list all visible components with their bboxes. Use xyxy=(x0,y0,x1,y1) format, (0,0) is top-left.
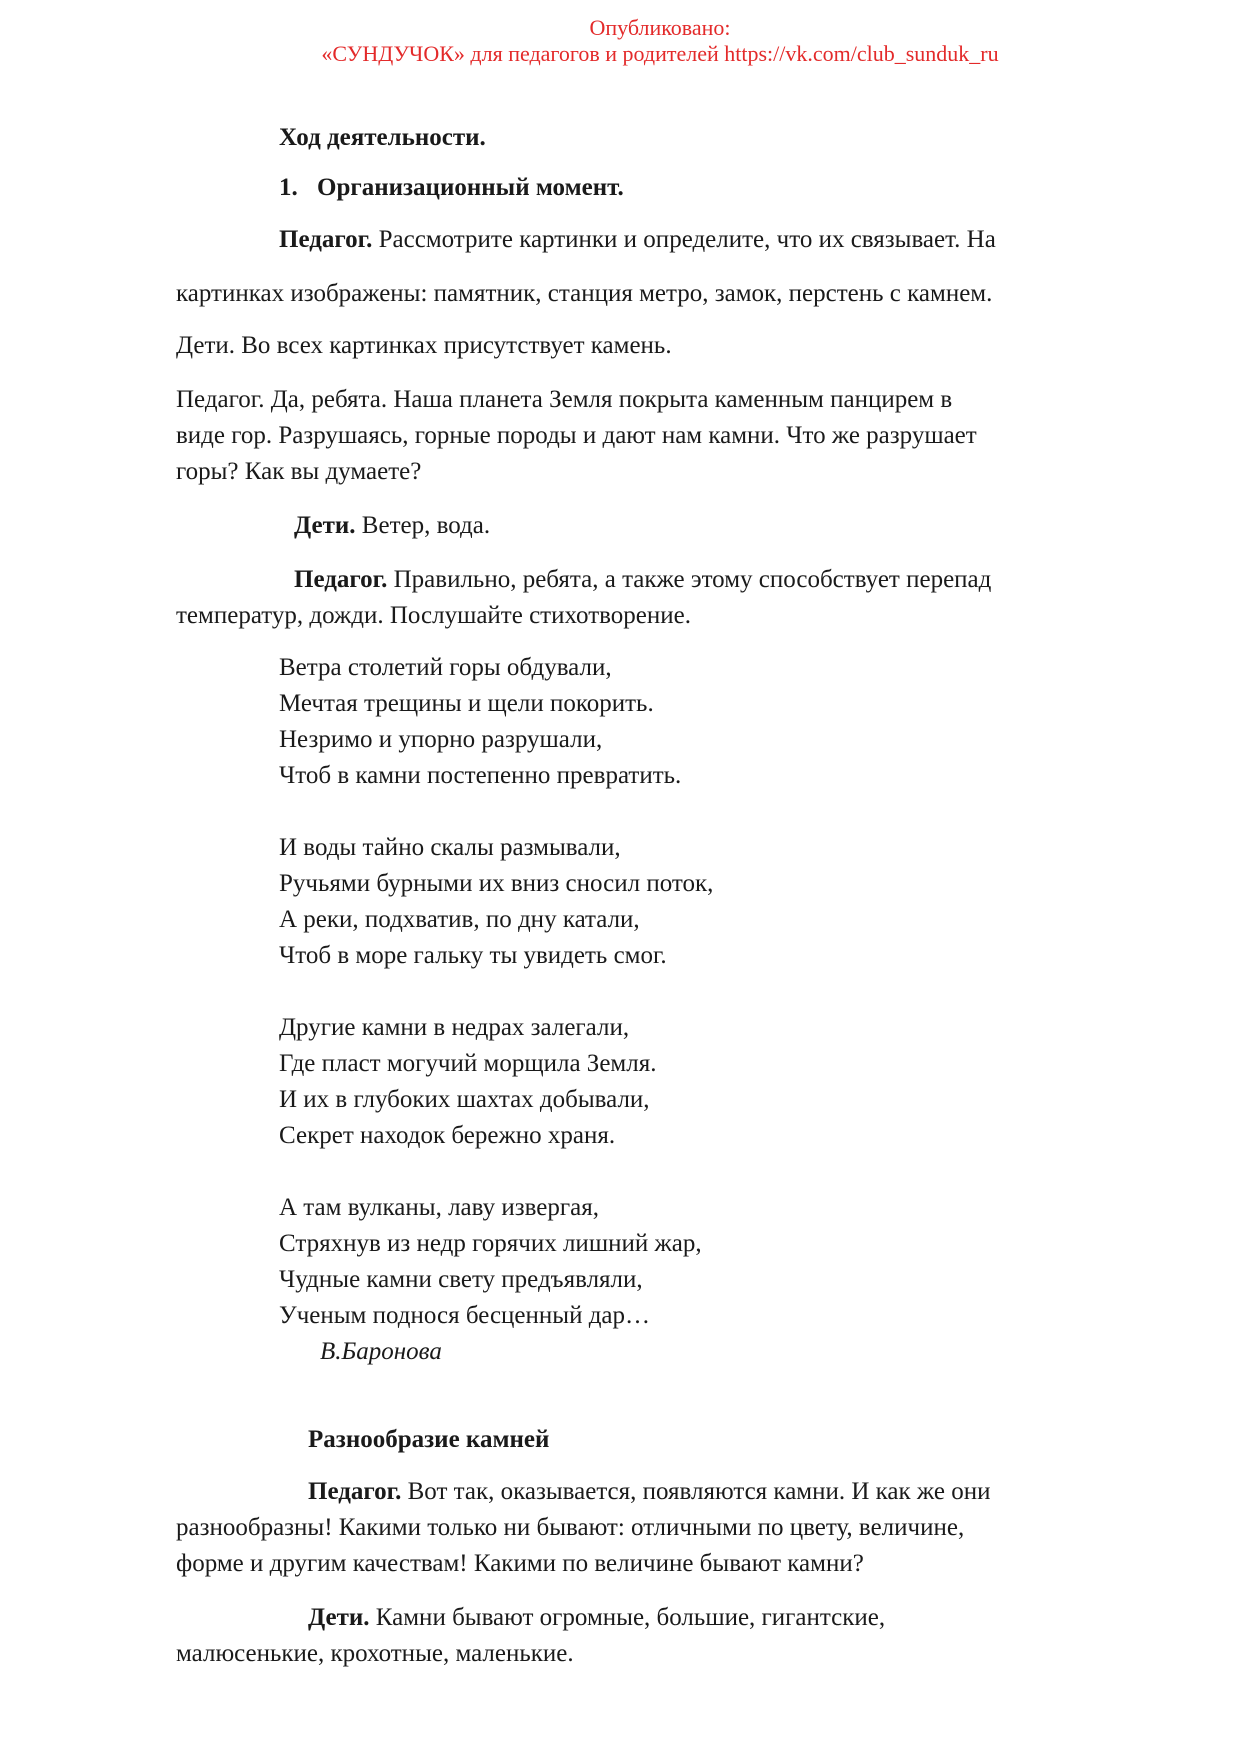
paragraph-4 xyxy=(294,508,490,544)
paragraph-3-line-2: виде гор. Разрушаясь, горные породы и дают нам камни. Что же разрушает xyxy=(176,422,977,449)
publication-header-line1: Опубликовано: xyxy=(589,15,731,40)
poem-line: Ветра столетий горы обдували, xyxy=(279,654,612,681)
paragraph-7-line-2: малюсенькие, крохотные, маленькие. xyxy=(176,1640,574,1667)
poem-line: И их в глубоких шахтах добывали, xyxy=(279,1086,650,1113)
paragraph-text: Правильно, ребята, а также этому способствует перепад xyxy=(387,566,992,593)
poem-line: А там вулканы, лаву извергая, xyxy=(279,1194,599,1221)
activity-heading: Ход деятельности. xyxy=(279,124,486,151)
paragraph-5-line-2: температур, дожди. Послушайте стихотворение. xyxy=(176,602,691,629)
paragraph-1-line-1 xyxy=(279,222,996,258)
paragraph-6-line-2: разнообразны! Какими только ни бывают: отличными по цвету, величине, xyxy=(176,1514,965,1541)
poem-line: Незримо и упорно разрушали, xyxy=(279,726,603,753)
paragraph-5-line-1 xyxy=(294,562,991,598)
paragraph-7-line-1 xyxy=(308,1600,885,1636)
section-1-number: 1. xyxy=(279,174,298,201)
paragraph-text: Камни бывают огромные, большие, гигантские, xyxy=(369,1604,886,1631)
paragraph-3-line-3: горы? Как вы думаете? xyxy=(176,458,422,485)
paragraph-6-line-3: форме и другим качествам! Какими по величине бывают камни? xyxy=(176,1550,864,1577)
paragraph-text: Ветер, вода. xyxy=(355,512,491,539)
poem-line: Где пласт могучий морщила Земля. xyxy=(279,1050,657,1077)
paragraph-2: Дети. Во всех картинках присутствует камень. xyxy=(176,332,672,359)
poem-line: А реки, подхватив, по дну катали, xyxy=(279,906,640,933)
paragraph-1-line-2: картинках изображены: памятник, станция метро, замок, перстень с камнем. xyxy=(176,280,993,307)
poem-line: Секрет находок бережно храня. xyxy=(279,1122,616,1149)
paragraph-3-line-1: Педагог. Да, ребята. Наша планета Земля покрыта каменным панцирем в xyxy=(176,386,953,413)
speaker-teacher: Педагог. xyxy=(308,1478,402,1505)
paragraph-text: Вот так, оказывается, появляются камни. И как же они xyxy=(401,1478,991,1505)
speaker-teacher: Педагог. xyxy=(294,566,388,593)
poem-line: Другие камни в недрах залегали, xyxy=(279,1014,630,1041)
section-2-heading: Разнообразие камней xyxy=(308,1426,550,1453)
poem-line: Чтоб в море гальку ты увидеть смог. xyxy=(279,942,667,969)
publication-header-line2: «СУНДУЧОК» для педагогов и родителей https://vk.com/club_sunduk_ru xyxy=(321,41,999,66)
speaker-children: Дети. xyxy=(308,1604,370,1631)
poem-line: Чудные камни свету предъявляли, xyxy=(279,1266,643,1293)
section-1-heading xyxy=(279,170,624,206)
poem-author: В.Баронова xyxy=(320,1338,442,1365)
poem-line: И воды тайно скалы размывали, xyxy=(279,834,621,861)
poem-line: Ручьями бурными их вниз сносил поток, xyxy=(279,870,714,897)
poem-line: Мечтая трещины и щели покорить. xyxy=(279,690,654,717)
poem-line: Стряхнув из недр горячих лишний жар, xyxy=(279,1230,702,1257)
section-1-title: Организационный момент. xyxy=(317,174,624,201)
speaker-children: Дети. xyxy=(294,512,356,539)
poem-line: Ученым поднося бесценный дар… xyxy=(279,1302,651,1329)
paragraph-6-line-1 xyxy=(308,1474,990,1510)
speaker-teacher: Педагог. xyxy=(279,226,373,253)
paragraph-text: Рассмотрите картинки и определите, что их связывает. На xyxy=(372,226,996,253)
poem-line: Чтоб в камни постепенно превратить. xyxy=(279,762,682,789)
